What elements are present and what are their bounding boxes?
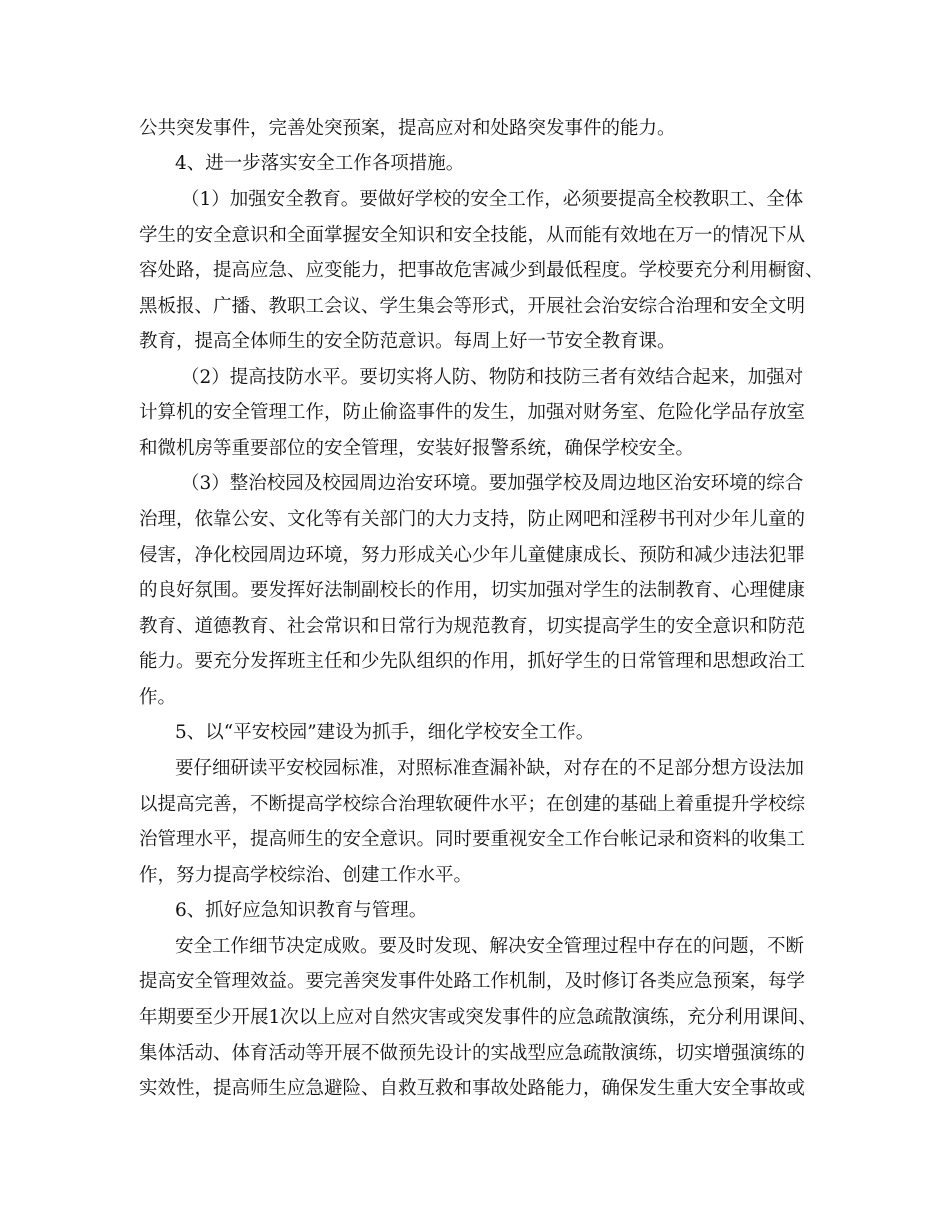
text-line: 黑板报、广播、教职工会议、学生集会等形式，开展社会治安综合治理和安全文明 — [139, 296, 806, 317]
text-line: （2）提高技防水平。要切实将人防、物防和技防三者有效结合起来，加强对 — [181, 367, 804, 388]
text-line: 以提高完善，不断提高学校综合治理软硬件水平；在创建的基础上着重提升学校综 — [139, 794, 806, 815]
text-line: （1）加强安全教育。要做好学校的安全工作，必须要提高全校教职工、全体 — [181, 189, 804, 210]
text-line: 公共突发事件，完善处突预案，提高应对和处路突发事件的能力。 — [139, 118, 676, 139]
text-line: 学生的安全意识和全面掌握安全知识和安全技能，从而能有效地在万一的情况下从 — [139, 225, 806, 246]
text-line: 年期要至少开展1次以上应对自然灾害或突发事件的应急疏散演练，充分利用课间、 — [139, 1007, 817, 1028]
section-heading: 4、进一步落实安全工作各项措施。 — [175, 153, 465, 174]
text-line: 治理，依靠公安、文化等有关部门的大力支持，防止网吧和淫秽书刊对少年儿童的 — [139, 509, 806, 530]
text-line: 的良好氛围。要发挥好法制副校长的作用，切实加强对学生的法制教育、心理健康 — [139, 580, 806, 601]
text-line: 和微机房等重要部位的安全管理，安装好报警系统，确保学校安全。 — [139, 438, 695, 459]
text-line: 实效性，提高师生应急避险、自救互救和事故处路能力，确保发生重大安全事故或 — [139, 1078, 806, 1099]
text-line: 能力。要充分发挥班主任和少先队组织的作用，抓好学生的日常管理和思想政治工 — [139, 651, 806, 672]
text-line: 提高安全管理效益。要完善突发事件处路工作机制，及时修订各类应急预案，每学 — [139, 971, 806, 992]
text-line: 容处路，提高应急、应变能力，把事故危害减少到最低程度。学校要充分利用橱窗、 — [139, 260, 824, 281]
text-line: 计算机的安全管理工作，防止偷盗事件的发生，加强对财务室、危险化学品存放室 — [139, 402, 806, 423]
section-heading: 6、抓好应急知识教育与管理。 — [175, 900, 428, 921]
text-line: 要仔细研读平安校园标准，对照标准查漏补缺，对存在的不足部分想方设法加 — [175, 758, 805, 779]
text-line: 教育、道德教育、社会常识和日常行为规范教育，切实提高学生的安全意识和防范 — [139, 616, 806, 637]
text-line: （3）整治校园及校园周边治安环境。要加强学校及周边地区治安环境的综合 — [181, 473, 804, 494]
text-line: 集体活动、体育活动等开展不做预先设计的实战型应急疏散演练，切实增强演练的 — [139, 1043, 806, 1064]
text-line: 安全工作细节决定成败。要及时发现、解决安全管理过程中存在的问题，不断 — [175, 936, 805, 957]
section-heading: 5、以“平安校园”建设为抓手，细化学校安全工作。 — [175, 722, 595, 743]
text-line: 教育，提高全体师生的安全防范意识。每周上好一节安全教育课。 — [139, 331, 676, 352]
text-line: 作，努力提高学校综治、创建工作水平。 — [139, 865, 473, 886]
text-line: 侵害，净化校园周边环境，努力形成关心少年儿童健康成长、预防和减少违法犯罪 — [139, 545, 806, 566]
text-line: 作。 — [139, 687, 177, 708]
text-line: 治管理水平，提高师生的安全意识。同时要重视安全工作台帐记录和资料的收集工 — [139, 829, 806, 850]
